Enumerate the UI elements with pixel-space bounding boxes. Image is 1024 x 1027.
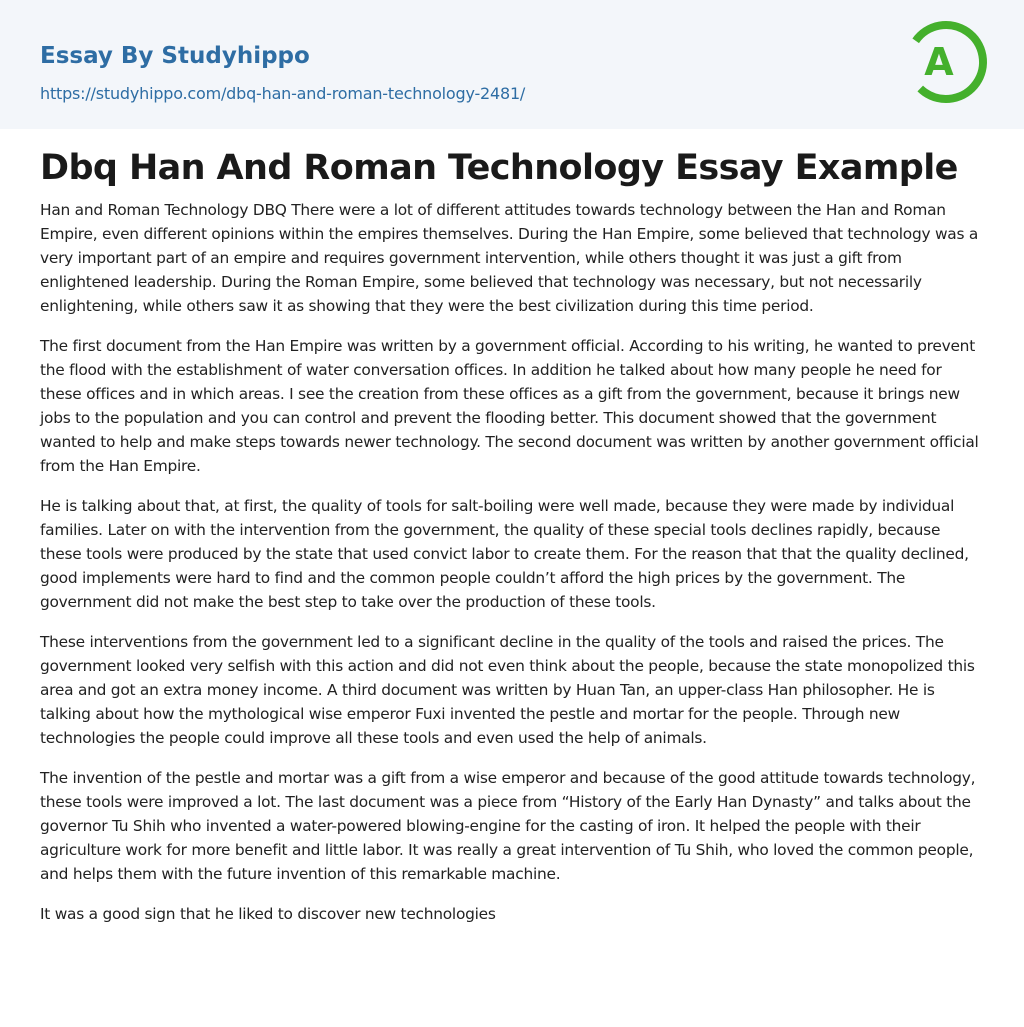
logo-letter: A [924, 40, 954, 84]
essay-paragraph: The first document from the Han Empire was written by a government official. According to his writing, he wanted to prevent the flood with the establishment of water conversation offices. In addition he talked about how many people he need for these offices and in which areas. I see the creation from these offices as a gift from the government, because it brings new jobs to the population and you can control and prevent the flooding better. This document showed that the government wanted to help and make steps towards newer technology. The second document was written by another government official from the Han Empire. [40, 337, 979, 475]
essay-paragraph: Han and Roman Technology DBQ There were a lot of different attitudes towards technology between the Han and Roman Empire, even different opinions within the empires themselves. During the Han Empire, some believed that technology was a very important part of an empire and requires government intervention, while others thought it was just a gift from enlightened leadership. During the Roman Empire, some believed that technology was necessary, but not necessarily enlightening, while others saw it as showing that they were the best civilization during this time period. [40, 201, 979, 315]
essay-paragraph: He is talking about that, at first, the quality of tools for salt-boiling were well made, because they were made by individual families. Later on with the intervention from the government, the quality of these special tools declines rapidly, because these tools were produced by the state that used convict labor to create them. For the reason that that the quality declined, good implements were hard to find and the common people couldn’t afford the high prices by the government. The government did not make the best step to take over the production of these tools. [40, 497, 969, 611]
site-header [0, 0, 1024, 129]
essay-paragraph: These interventions from the government led to a significant decline in the quality of the tools and raised the prices. The government looked very selfish with this action and did not even think about the people, because the state monopolized this area and got an extra money income. A third document was written by Huan Tan, an upper-class Han philosopher. He is talking about how the mythological wise emperor Fuxi invented the pestle and mortar for the people. Through new technologies the people could improve all these tools and even used the help of animals. [40, 633, 975, 747]
article [0, 146, 1024, 926]
page-title: Dbq Han And Roman Technology Essay Example [40, 148, 958, 188]
site-brand[interactable]: Essay By Studyhippo [40, 43, 310, 69]
essay-paragraph: The invention of the pestle and mortar was a gift from a wise emperor and because of the good attitude towards technology, these tools were improved a lot. The last document was a piece from “History of the Early Han Dynasty” and talks about the governor Tu Shih who invented a water-powered blowing-engine for the casting of iron. It helped the people with their agriculture work for more benefit and little labor. It was really a great intervention of Tu Shih, who loved the common people, and helps them with the future invention of this remarkable machine. [40, 769, 976, 883]
essay-paragraph: It was a good sign that he liked to discover new technologies [40, 905, 496, 923]
studyhippo-logo[interactable] [908, 18, 988, 106]
source-url-link[interactable]: https://studyhippo.com/dbq-han-and-roman-technology-2481/ [40, 84, 526, 103]
